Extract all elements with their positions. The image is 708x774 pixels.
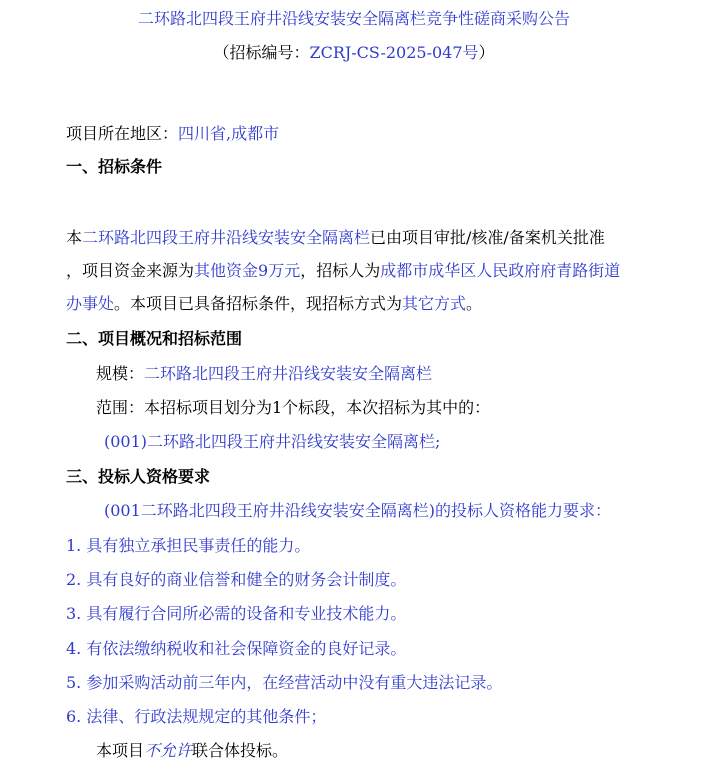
text-span: ，项目资金来源为	[66, 261, 195, 280]
text-span: 本项目	[96, 741, 145, 760]
lot-line: (001)二环路北四段王府井沿线安装安全隔离栏;	[104, 432, 441, 451]
text-span: 本	[66, 228, 83, 247]
bid-method: 其它方式	[402, 294, 467, 313]
section-1-paragraph-line-1	[66, 227, 605, 249]
section-1-paragraph-line-2	[66, 260, 620, 282]
bid-number-value: ZCRJ-CS-2025-047号	[309, 43, 479, 62]
fund-source: 其他资金9万元	[194, 261, 301, 280]
tenderer-name-cont: 办事处	[66, 294, 115, 313]
text-span: 联合体投标。	[192, 741, 289, 760]
scale-label: 规模：	[96, 364, 145, 383]
location-label: 项目所在地区：	[66, 124, 179, 143]
project-location	[66, 123, 279, 145]
document-title: 二环路北四段王府井沿线安装安全隔离栏竞争性磋商采购公告	[137, 9, 570, 28]
text-span: 。	[466, 294, 483, 313]
text-span: 已由项目审批/核准/备案机关批准	[370, 228, 605, 247]
text-span: 。本项目已具备招标条件，现招标方式为	[114, 294, 403, 313]
section-2-heading: 二、项目概况和招标范围	[66, 329, 243, 348]
qualification-item-4: 4. 有依法缴纳税收和社会保障资金的良好记录。	[66, 639, 407, 658]
range-line: 范围：本招标项目划分为1个标段，本次招标为其中的：	[96, 398, 491, 417]
consortium-value: 不允许	[144, 741, 193, 760]
section-1-paragraph-line-3	[66, 293, 482, 315]
bid-number	[0, 42, 708, 64]
qualification-item-1: 1. 具有独立承担民事责任的能力。	[66, 536, 311, 555]
section-3-heading: 三、投标人资格要求	[66, 467, 211, 486]
scale-line	[96, 363, 432, 385]
tenderer-name: 成都市成华区人民政府府青路街道	[380, 261, 621, 280]
location-value: 四川省,成都市	[178, 124, 280, 143]
bid-number-suffix: ）	[478, 43, 495, 62]
project-name: 二环路北四段王府井沿线安装安全隔离栏	[82, 228, 371, 247]
qualification-item-3: 3. 具有履行合同所必需的设备和专业技术能力。	[66, 604, 407, 623]
qualification-intro: (001二环路北四段王府井沿线安装安全隔离栏)的投标人资格能力要求：	[104, 501, 612, 520]
consortium-line	[96, 740, 288, 762]
qualification-item-6: 6. 法律、行政法规规定的其他条件；	[66, 707, 327, 726]
qualification-item-5: 5. 参加采购活动前三年内，在经营活动中没有重大违法记录。	[66, 673, 503, 692]
bid-number-prefix: （招标编号：	[213, 43, 310, 62]
section-1-heading: 一、招标条件	[66, 157, 163, 176]
text-span: ，招标人为	[300, 261, 381, 280]
scale-value: 二环路北四段王府井沿线安装安全隔离栏	[144, 364, 433, 383]
qualification-item-2: 2. 具有良好的商业信誉和健全的财务会计制度。	[66, 570, 407, 589]
